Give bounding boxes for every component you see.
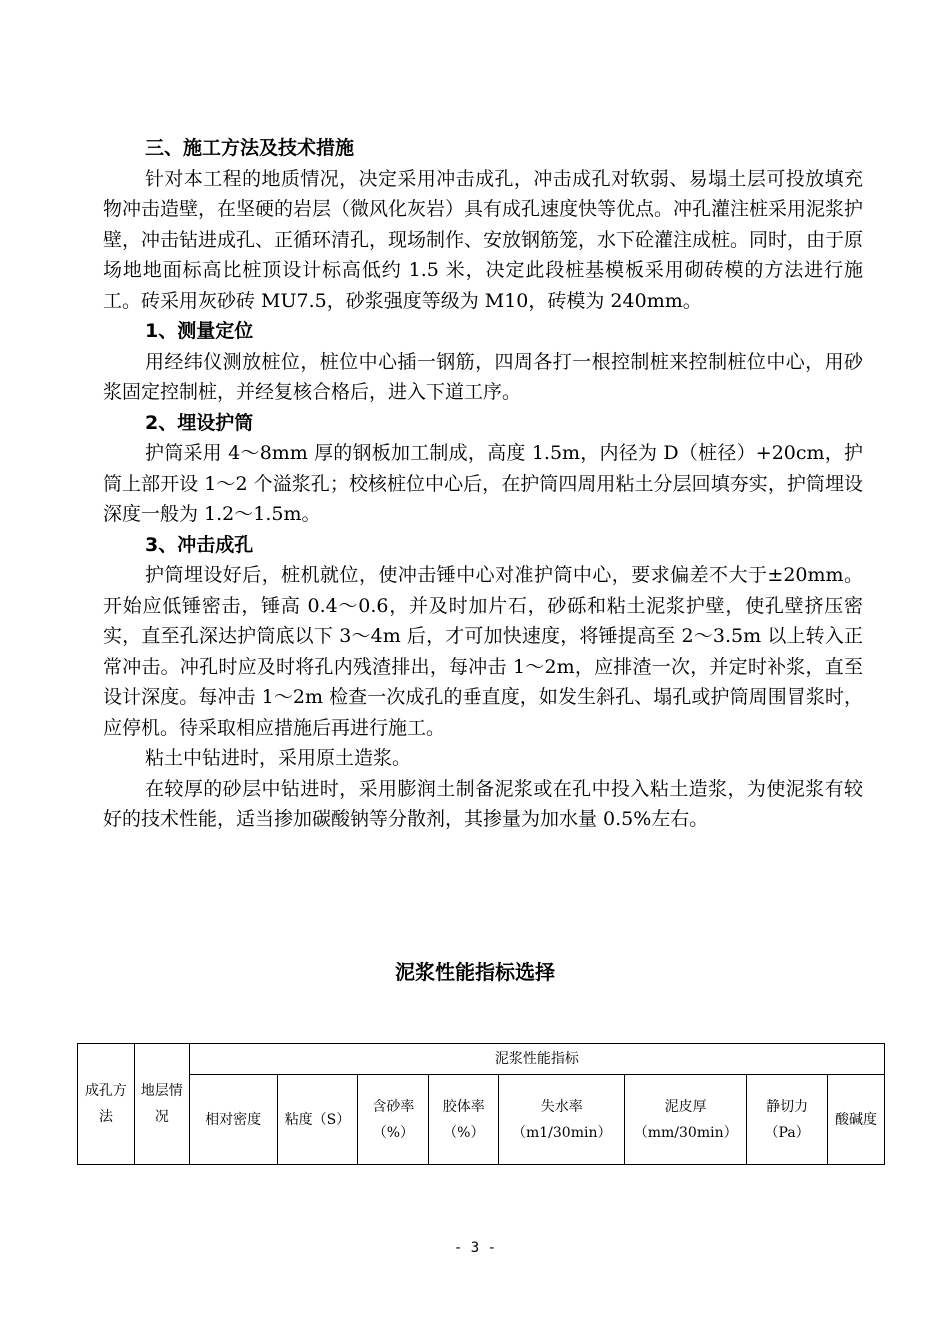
sand-paragraph: 在较厚的砂层中钻进时，采用膨润土制备泥浆或在孔中投入粘土造浆，为使泥浆有较好的技术性能，适当掺加碳酸钠等分散剂，其掺量为加水量 0.5%左右。 xyxy=(103,777,863,830)
header-colloid-rate: 胶体率（%） xyxy=(429,1075,499,1165)
mud-properties-table xyxy=(77,1043,885,1165)
header-sand-content: 含砂率（%） xyxy=(358,1075,429,1165)
section-heading: 三、施工方法及技术措施 xyxy=(145,137,355,159)
header-method: 成孔方法 xyxy=(78,1044,135,1165)
intro-paragraph: 针对本工程的地质情况，决定采用冲击成孔，冲击成孔对软弱、易塌土层可投放填充物冲击造壁，在坚硬的岩层（微风化灰岩）具有成孔速度快等优点。冲孔灌注桩采用泥浆护壁，冲击钻进成孔、正循环清孔，现场制作、安放钢筋笼，水下砼灌注成桩。同时，由于原场地地面标高比桩顶设计标高低约 1.5 米，决定此段桩基模板采用砌砖模的方法进行施工。砖采用灰砂砖 MU7.5，砂浆强度等级为 M10，砖模为 240mm。 xyxy=(103,167,864,312)
header-stratum: 地层情况 xyxy=(134,1044,189,1165)
header-water-loss: 失水率（m1/30min） xyxy=(499,1075,625,1165)
casing-paragraph: 护筒采用 4～8mm 厚的钢板加工制成，高度 1.5m，内径为 D（桩径）+20cm，护筒上部开设 1～2 个溢浆孔；校核桩位中心后，在护筒四周用粘土分层回填夯实，护筒埋设深度一般为 1.2～1.5m。 xyxy=(103,442,863,525)
table-title: 泥浆性能指标选择 xyxy=(395,960,555,984)
subsection-title-survey: 1、测量定位 xyxy=(145,320,254,342)
header-group: 泥浆性能指标 xyxy=(189,1044,884,1075)
header-viscosity: 粘度（S） xyxy=(277,1075,358,1165)
header-static-shear: 静切力（Pa） xyxy=(747,1075,828,1165)
header-mud-cake: 泥皮厚（mm/30min） xyxy=(625,1075,747,1165)
header-density: 相对密度 xyxy=(189,1075,277,1165)
subsection-title-drilling: 3、冲击成孔 xyxy=(145,533,254,556)
header-ph: 酸碱度 xyxy=(828,1075,885,1165)
survey-paragraph: 用经纬仪测放桩位，桩位中心插一钢筋，四周各打一根控制桩来控制桩位中心，用砂浆固定控制桩，并经复核合格后，进入下道工序。 xyxy=(103,350,863,403)
drilling-paragraph: 护筒埋设好后，桩机就位，使冲击锤中心对准护筒中心，要求偏差不大于±20mm。开始应低锤密击，锤高 0.4～0.6，并及时加片石，砂砾和粘土泥浆护壁，使孔壁挤压密实，直至孔深达护筒底以下 3～4m 后，才可加快速度，将锤提高至 2～3.5m 以上转入正常冲击。冲孔时应及时将孔内残渣排出，每冲击 1～2m，应排渣一次，并定时补浆，直至设计深度。每冲击 1～2m 检查一次成孔的垂直度，如发生斜孔、塌孔或护筒周围冒浆时，应停机。待采取相应措施后再进行施工。 xyxy=(103,564,863,739)
clay-paragraph: 粘土中钻进时，采用原土造浆。 xyxy=(145,747,412,769)
subsection-title-casing: 2、埋设护筒 xyxy=(145,411,254,434)
body-text xyxy=(103,133,863,835)
page-number: - 3 - xyxy=(453,1240,497,1256)
